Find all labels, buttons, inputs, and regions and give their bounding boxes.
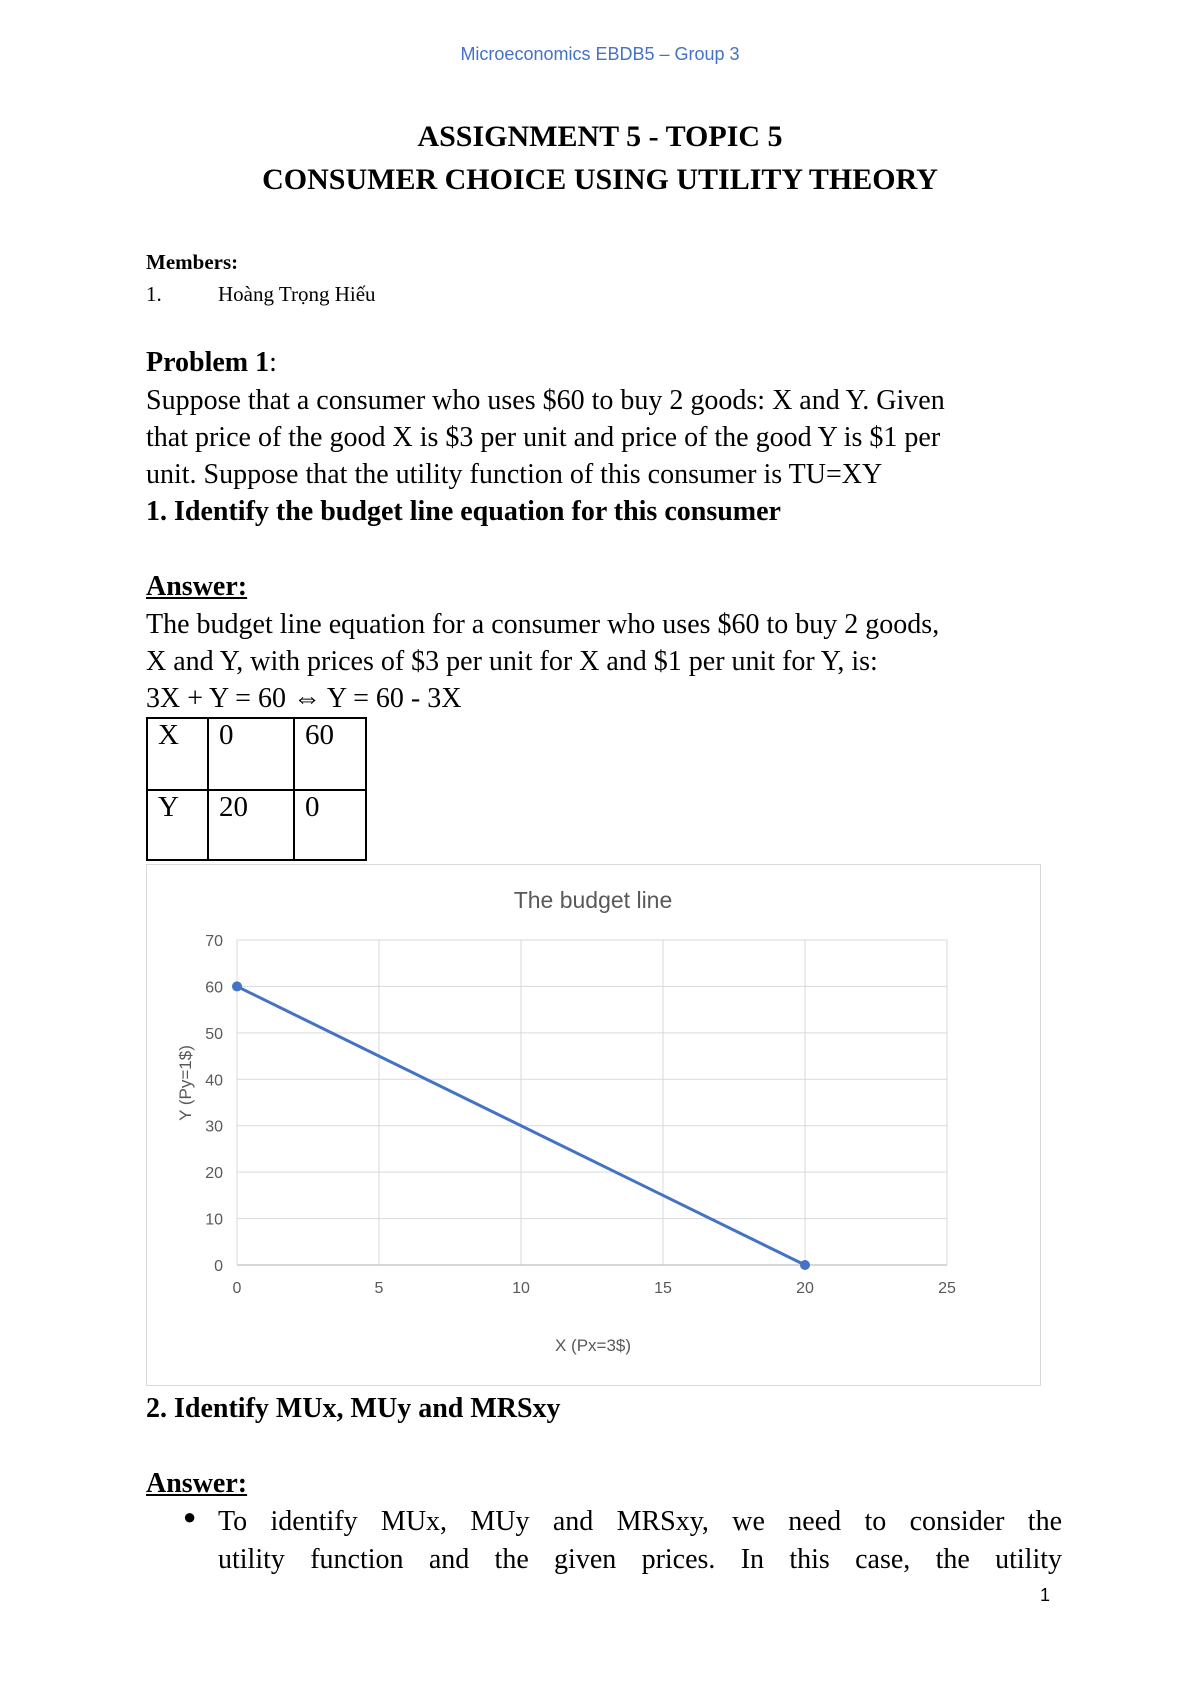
table-row <box>147 790 366 860</box>
bullet-dot-icon: ● <box>183 1504 197 1529</box>
x-tick-label: 0 <box>232 1280 242 1297</box>
data-point <box>800 1260 810 1270</box>
doc-title-line1: ASSIGNMENT 5 - TOPIC 5 <box>417 120 783 153</box>
y-tick-label: 40 <box>205 1072 223 1090</box>
x-tick-label: 15 <box>654 1280 672 1297</box>
problem1-statement-line1: Suppose that a consumer who uses $60 to buy 2 goods: X and Y. Given <box>146 385 945 416</box>
chart-tick-labels <box>205 933 956 1297</box>
table-cell: 60 <box>294 718 366 790</box>
chart-svg <box>147 865 1040 1385</box>
chart-title: The budget line <box>513 887 673 913</box>
table-cell: 20 <box>208 790 294 860</box>
answer-label-1: Answer: <box>146 571 248 602</box>
x-tick-label: 20 <box>796 1280 814 1297</box>
answer2-line2: utility function and the given prices. In this case, the utility <box>218 1544 1062 1575</box>
budget-line-chart <box>146 864 1041 1386</box>
problem1-heading-label: Problem 1 <box>146 347 270 378</box>
answer1-line2: X and Y, with prices of $3 per unit for X and $1 per unit for Y, is: <box>146 646 878 677</box>
y-tick-label: 70 <box>205 933 223 950</box>
y-tick-label: 50 <box>205 1025 223 1043</box>
chart-x-axis-label: X (Px=3$) <box>554 1336 632 1355</box>
data-point <box>232 981 242 991</box>
x-tick-label: 25 <box>938 1280 956 1297</box>
answer1-line1: The budget line equation for a consumer who uses $60 to buy 2 goods, <box>146 609 940 640</box>
table-cell: Y <box>147 790 208 860</box>
member-number: 1. <box>146 282 162 306</box>
page-number: 1 <box>1040 1585 1051 1605</box>
table-cell: 0 <box>208 718 294 790</box>
question-2: 2. Identify MUx, MUy and MRSxy <box>146 1393 561 1424</box>
chart-y-axis-label: Y (Py=1$) <box>176 1045 195 1121</box>
y-tick-label: 20 <box>205 1165 223 1183</box>
problem1-heading-colon: : <box>269 347 277 378</box>
table-cell: 0 <box>294 790 366 860</box>
table-row <box>147 718 366 790</box>
problem1-statement-line2: that price of the good X is $3 per unit and price of the good Y is $1 per <box>146 422 941 453</box>
chart-gridlines <box>237 940 947 1265</box>
question-1: 1. Identify the budget line equation for this consumer <box>146 496 781 527</box>
doc-title-line2: CONSUMER CHOICE USING UTILITY THEORY <box>262 163 938 196</box>
answer-label-2: Answer: <box>146 1468 248 1499</box>
table-cell: X <box>147 718 208 790</box>
answer2-line1: To identify MUx, MUy and MRSxy, we need to consider the <box>218 1506 1062 1537</box>
x-tick-label: 10 <box>512 1280 530 1297</box>
member-name: Hoàng Trọng Hiếu <box>218 282 376 306</box>
y-tick-label: 30 <box>205 1118 223 1136</box>
x-tick-label: 5 <box>374 1280 384 1297</box>
y-tick-label: 0 <box>214 1258 223 1275</box>
running-header: Microeconomics EBDB5 – Group 3 <box>460 44 740 64</box>
problem1-statement-line3: unit. Suppose that the utility function of this consumer is TU=XY <box>146 459 883 490</box>
members-label: Members: <box>146 250 239 274</box>
y-tick-label: 10 <box>205 1211 223 1229</box>
budget-table <box>146 717 367 861</box>
budget-equation: 3X + Y = 60 ⇔ Y = 60 - 3X <box>146 683 462 714</box>
y-tick-label: 60 <box>205 979 223 997</box>
problem1-heading <box>146 344 1062 381</box>
chart-axes <box>237 940 947 1265</box>
